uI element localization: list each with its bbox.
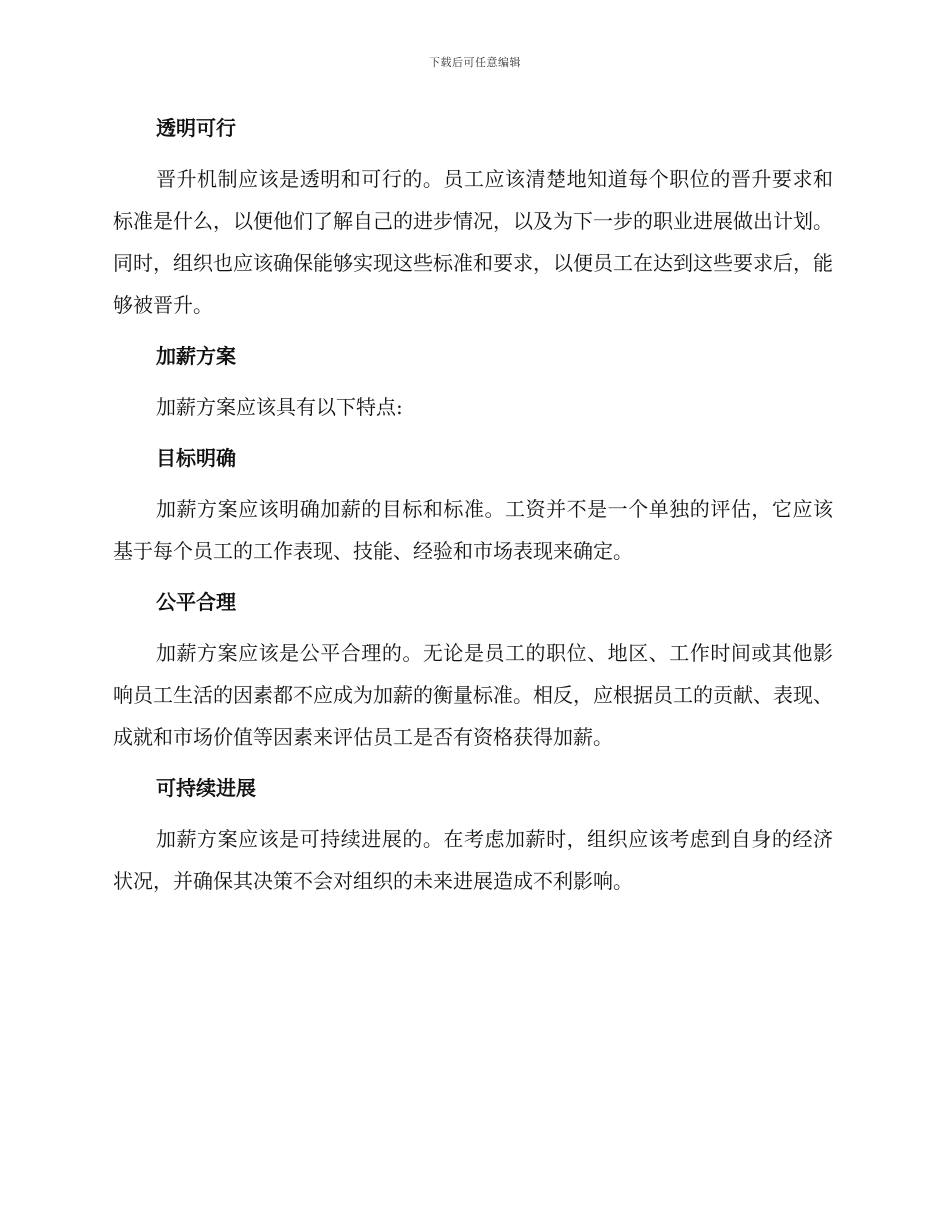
section-paragraph-clear-goals: 加薪方案应该明确加薪的目标和标准。工资并不是一个单独的评估，它应该基于每个员工的工作表现、技能、经验和市场表现来确定。: [113, 497, 833, 563]
section-heading-clear-goals: 目标明确: [156, 446, 236, 470]
section-heading-transparent: 透明可行: [156, 116, 236, 140]
section-heading-fair: 公平合理: [156, 590, 236, 614]
section-paragraph-raise-plan: 加薪方案应该具有以下特点:: [156, 395, 403, 419]
document-body: [113, 108, 833, 912]
section-paragraph-sustainable: 加薪方案应该是可持续进展的。在考虑加薪时，组织应该考虑到自身的经济状况，并确保其决策不会对组织的未来进展造成不利影响。: [113, 827, 833, 893]
section-heading-sustainable: 可持续进展: [156, 776, 256, 800]
section-paragraph-transparent: 晋升机制应该是透明和可行的。员工应该清楚地知道每个职位的晋升要求和标准是什么，以便他们了解自己的进步情况，以及为下一步的职业进展做出计划。同时，组织也应该确保能够实现这些标准和要求，以便员工在达到这些要求后，能够被晋升。: [113, 167, 833, 317]
section-heading-raise-plan: 加薪方案: [156, 344, 236, 368]
section-paragraph-fair: 加薪方案应该是公平合理的。无论是员工的职位、地区、工作时间或其他影响员工生活的因素都不应成为加薪的衡量标准。相反，应根据员工的贡献、表现、成就和市场价值等因素来评估员工是否有资格获得加薪。: [113, 641, 833, 749]
header-note: 下载后可任意编辑: [429, 56, 521, 69]
